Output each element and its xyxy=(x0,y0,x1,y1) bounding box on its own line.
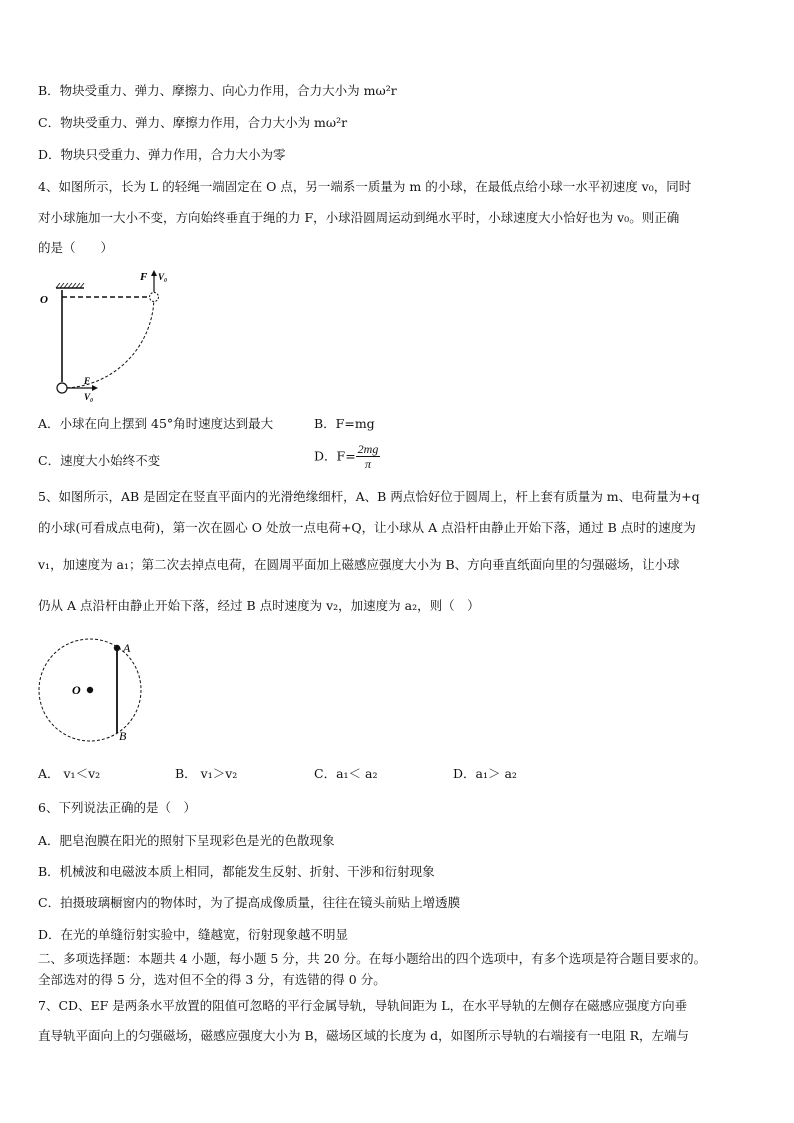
q5-option-d: D．a₁＞ a₂ xyxy=(453,766,517,781)
q6-option-a: A．肥皂泡膜在阳光的照射下呈现彩色是光的色散现象 xyxy=(38,833,335,848)
point-o xyxy=(87,687,93,693)
q4-option-c: C．速度大小始终不变 xyxy=(38,453,161,468)
q5-option-b: B． v₁＞v₂ xyxy=(175,766,238,781)
q6-option-c: C．拍摄玻璃橱窗内的物体时，为了提高成像质量，往往在镜头前贴上增透膜 xyxy=(38,895,461,910)
q4-pendulum-figure xyxy=(36,264,176,404)
q7-stem-line-1: 7、CD、EF 是两条水平放置的阻值可忽略的平行金属导轨，导轨间距为 L，在水平导轨的左侧存在磁感应强度方向垂 xyxy=(38,998,688,1013)
bottom-arrow-head xyxy=(92,385,98,391)
label-a: A xyxy=(123,641,131,655)
q5-stem-line-4: 仍从 A 点沿杆由静止开始下落，经过 B 点时速度为 v₂，加速度为 a₂，则（ ） xyxy=(38,598,480,613)
q7-stem-line-2: 直导轨平面向上的匀强磁场，磁感应强度大小为 B，磁场区域的长度为 d，如图所示导轨的右端接有一电阻 R，左端与 xyxy=(38,1028,690,1043)
q6-option-d: D．在光的单缝衍射实验中，缝越宽，衍射现象越不明显 xyxy=(38,927,349,942)
q4-option-d-prefix: D．F= xyxy=(314,448,356,464)
q4-option-a: A．小球在向上摆到 45°角时速度达到最大 xyxy=(38,416,274,431)
label-v0-top: V₀ xyxy=(158,272,168,282)
point-a xyxy=(114,645,120,651)
fraction-numerator: 2mg xyxy=(357,442,379,456)
q3-option-b: B．物块受重力、弹力、摩擦力、向心力作用，合力大小为 mω²r xyxy=(38,83,397,98)
q5-stem-line-2: 的小球(可看成点电荷)，第一次在圆心 O 处放一点电荷+Q，让小球从 A 点沿杆由静止开始下落，通过 B 点时的速度为 xyxy=(38,520,696,535)
label-f-top: F xyxy=(140,271,148,283)
arc-path xyxy=(62,297,154,388)
q3-option-d: D．物块只受重力、弹力作用，合力大小为零 xyxy=(38,147,286,162)
label-b: B xyxy=(119,729,127,743)
q5-option-c: C．a₁＜ a₂ xyxy=(314,766,378,781)
section2-line-2: 全部选对的得 5 分，选对但不全的得 3 分，有选错的得 0 分。 xyxy=(38,972,386,987)
q6-option-b: B．机械波和电磁波本质上相同，都能发生反射、折射、干涉和衍射现象 xyxy=(38,864,435,879)
q5-option-a: A． v₁＜v₂ xyxy=(38,766,101,781)
q4-option-b: B．F=mg xyxy=(314,416,375,431)
q4-option-d-fraction xyxy=(356,442,381,471)
q5-stem-line-1: 5、如图所示，AB 是固定在竖直平面内的光滑绝缘细杆，A、B 两点恰好位于圆周上，杆上套有质量为 m、电荷量为+q xyxy=(38,489,700,504)
q4-stem-line-1: 4、如图所示，长为 L 的轻绳一端固定在 O 点，另一端系一质量为 m 的小球，在最低点给小球一水平初速度 v₀，同时 xyxy=(38,179,692,194)
ball-top xyxy=(150,293,159,302)
q4-stem-line-3: 的是（ ） xyxy=(38,240,114,255)
q4-stem-line-2: 对小球施加一大小不变，方向始终垂直于绳的力 F，小球沿圆周运动到绳水平时，小球速度大小恰好也为 v₀。则正确 xyxy=(38,210,680,225)
q6-stem: 6、下列说法正确的是（ ） xyxy=(38,800,196,815)
label-o: O xyxy=(40,294,48,306)
q5-circle-rod-figure xyxy=(36,636,166,752)
ball-bottom xyxy=(57,383,67,393)
label-f-bottom: F xyxy=(84,376,91,386)
q5-stem-line-3: v₁，加速度为 a₁；第二次去掉点电荷，在圆周平面加上磁感应强度大小为 B、方向垂直纸面向里的匀强磁场，让小球 xyxy=(38,557,680,572)
top-arrow-head xyxy=(151,270,157,276)
q4-option-d xyxy=(314,442,380,471)
fraction-denominator: π xyxy=(365,457,372,471)
label-o: O xyxy=(72,683,81,697)
label-v0-bottom: V₀ xyxy=(84,392,94,402)
section2-line-1: 二、多项选择题：本题共 4 小题，每小题 5 分，共 20 分。在每小题给出的四个选项中，有多个选项是符合题目要求的。 xyxy=(38,951,707,966)
q3-option-c: C．物块受重力、弹力、摩擦力作用，合力大小为 mω²r xyxy=(38,115,348,130)
